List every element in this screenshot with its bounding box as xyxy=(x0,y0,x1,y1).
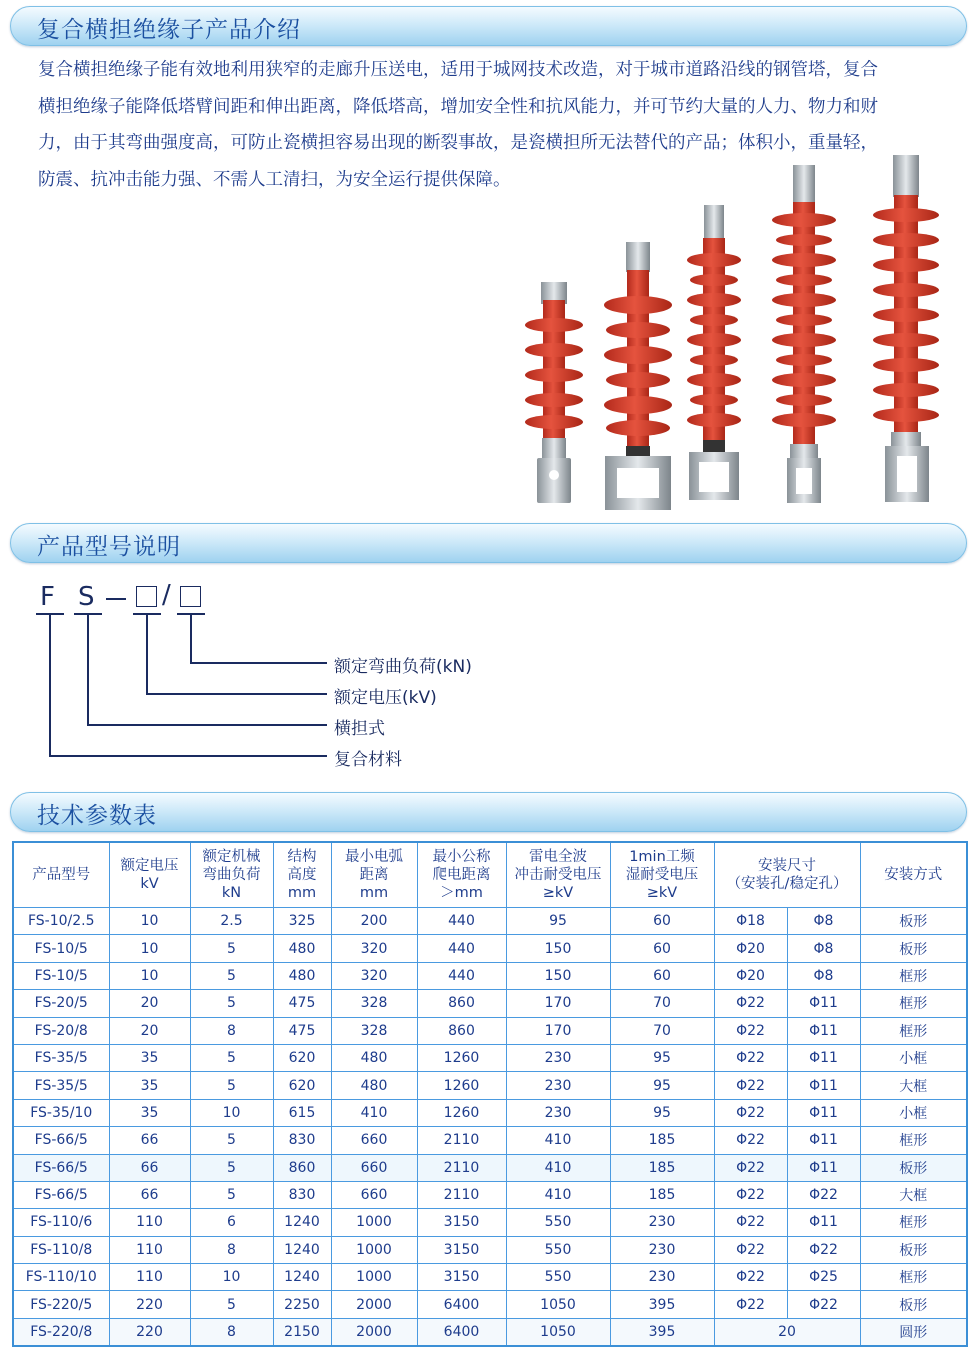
code-dash xyxy=(106,598,126,600)
table-cell: 220 xyxy=(109,1291,190,1318)
table-cell: 35 xyxy=(109,1072,190,1099)
table-cell: 3150 xyxy=(417,1209,506,1236)
column-header-line: mm xyxy=(287,885,317,901)
column-header xyxy=(714,842,860,908)
table-cell: Φ11 xyxy=(787,1209,860,1236)
table-cell: Φ22 xyxy=(714,1181,787,1208)
table-cell: 328 xyxy=(331,990,417,1017)
column-header-line: 结构 xyxy=(287,849,317,865)
table-row xyxy=(13,1236,967,1263)
table-row xyxy=(13,1209,967,1236)
table-row xyxy=(13,1154,967,1181)
intro-line: 横担绝缘子能降低塔臂间距和伸出距离，降低塔高，增加安全性和抗风能力，并可节约大量的人力、物力和财 xyxy=(38,96,878,117)
table-cell: 板形 xyxy=(860,935,967,962)
table-cell: 6 xyxy=(190,1209,273,1236)
table-cell: 440 xyxy=(417,908,506,935)
column-header xyxy=(417,842,506,908)
column-header xyxy=(506,842,610,908)
table-row xyxy=(13,1181,967,1208)
table-cell: 95 xyxy=(506,908,610,935)
legend-composite: 复合材料 xyxy=(334,750,402,770)
table-cell: 95 xyxy=(610,1099,714,1126)
table-row xyxy=(13,1044,967,1071)
table-cell: Φ20 xyxy=(714,935,787,962)
table-cell: 35 xyxy=(109,1044,190,1071)
table-cell: 框形 xyxy=(860,1127,967,1154)
table-cell: 10 xyxy=(109,962,190,989)
legend-load: 额定弯曲负荷(kN) xyxy=(334,657,472,677)
table-cell: 480 xyxy=(273,962,331,989)
table-cell: 1240 xyxy=(273,1264,331,1291)
table-cell: 320 xyxy=(331,935,417,962)
table-cell: 95 xyxy=(610,1072,714,1099)
table-cell: FS-66/5 xyxy=(13,1154,109,1181)
table-cell: 230 xyxy=(506,1099,610,1126)
table-cell: Φ8 xyxy=(787,908,860,935)
table-cell: 6400 xyxy=(417,1318,506,1346)
intro-section-title: 复合横担绝缘子产品介绍 xyxy=(37,17,301,43)
table-row xyxy=(13,935,967,962)
table-cell: 2000 xyxy=(331,1291,417,1318)
column-header-line: 额定电压 xyxy=(120,858,179,874)
code-letter-s: S xyxy=(78,582,95,612)
table-cell: Φ22 xyxy=(714,1044,787,1071)
model-section-banner xyxy=(10,523,967,563)
table-cell: 170 xyxy=(506,990,610,1017)
table-cell: 10 xyxy=(109,935,190,962)
column-header-line: 1min工频 xyxy=(629,849,695,865)
table-cell: 1000 xyxy=(331,1209,417,1236)
table-cell: 230 xyxy=(506,1072,610,1099)
table-cell: 框形 xyxy=(860,962,967,989)
table-cell: 1050 xyxy=(506,1318,610,1346)
table-cell: 框形 xyxy=(860,1264,967,1291)
table-cell: Φ22 xyxy=(714,1236,787,1263)
table-row xyxy=(13,1318,967,1346)
table-cell: 230 xyxy=(506,1044,610,1071)
table-cell: 660 xyxy=(331,1127,417,1154)
table-cell: 830 xyxy=(273,1181,331,1208)
model-section-title: 产品型号说明 xyxy=(37,534,181,560)
table-cell: FS-110/10 xyxy=(13,1264,109,1291)
table-cell: Φ11 xyxy=(787,1099,860,1126)
table-cell: 475 xyxy=(273,1017,331,1044)
table-cell: FS-20/8 xyxy=(13,1017,109,1044)
table-cell: 185 xyxy=(610,1154,714,1181)
table-cell: 3150 xyxy=(417,1236,506,1263)
table-section-title: 技术参数表 xyxy=(37,803,157,829)
table-cell: FS-66/5 xyxy=(13,1127,109,1154)
table-cell: 230 xyxy=(610,1209,714,1236)
table-cell: 10 xyxy=(190,1099,273,1126)
table-cell: 小框 xyxy=(860,1099,967,1126)
column-header xyxy=(190,842,273,908)
table-cell: 185 xyxy=(610,1127,714,1154)
connector-horizontal xyxy=(87,724,327,726)
table-cell: FS-110/8 xyxy=(13,1236,109,1263)
table-cell: FS-10/5 xyxy=(13,935,109,962)
column-header xyxy=(610,842,714,908)
table-cell: Φ22 xyxy=(714,990,787,1017)
table-cell: 410 xyxy=(331,1099,417,1126)
table-cell: 板形 xyxy=(860,908,967,935)
table-cell: 板形 xyxy=(860,1236,967,1263)
table-cell: Φ22 xyxy=(787,1181,860,1208)
table-cell: Φ22 xyxy=(714,1072,787,1099)
column-header-line: ≥kV xyxy=(646,885,678,901)
column-header-line: 距离 xyxy=(359,867,389,883)
table-cell: FS-35/5 xyxy=(13,1044,109,1071)
table-cell: 475 xyxy=(273,990,331,1017)
table-cell: 660 xyxy=(331,1181,417,1208)
code-letter-f: F xyxy=(40,582,55,612)
table-cell: 60 xyxy=(610,935,714,962)
table-cell: 20 xyxy=(714,1318,860,1346)
connector-vertical xyxy=(190,613,192,663)
column-header-line: 最小电弧 xyxy=(345,849,403,865)
table-cell: 10 xyxy=(190,1264,273,1291)
intro-line: 力，由于其弯曲强度高，可防止瓷横担容易出现的断裂事故，是瓷横担所无法替代的产品；体积小，重量轻， xyxy=(38,133,878,153)
table-cell: 20 xyxy=(109,1017,190,1044)
table-cell: 1000 xyxy=(331,1264,417,1291)
table-cell: FS-110/6 xyxy=(13,1209,109,1236)
table-cell: 230 xyxy=(610,1264,714,1291)
table-cell: Φ8 xyxy=(787,962,860,989)
connector-horizontal xyxy=(146,693,327,695)
table-cell: 110 xyxy=(109,1236,190,1263)
table-cell: 860 xyxy=(417,990,506,1017)
table-cell: 框形 xyxy=(860,990,967,1017)
table-cell: 200 xyxy=(331,908,417,935)
table-cell: 小框 xyxy=(860,1044,967,1071)
table-cell: 1260 xyxy=(417,1044,506,1071)
table-cell: 328 xyxy=(331,1017,417,1044)
table-cell: 5 xyxy=(190,1044,273,1071)
legend-voltage: 额定电压(kV) xyxy=(334,688,437,708)
table-cell: 440 xyxy=(417,962,506,989)
table-cell: 66 xyxy=(109,1127,190,1154)
table-row xyxy=(13,1017,967,1044)
table-cell: FS-66/5 xyxy=(13,1181,109,1208)
table-cell: 170 xyxy=(506,1017,610,1044)
header-row xyxy=(13,842,967,908)
connector-vertical xyxy=(49,613,51,756)
table-header xyxy=(13,842,967,908)
column-header-line: 雷电全波 xyxy=(529,849,587,865)
code-slash: / xyxy=(162,580,171,610)
table-cell: 395 xyxy=(610,1318,714,1346)
table-cell: Φ11 xyxy=(787,990,860,1017)
column-header-line: （安装孔/稳定孔） xyxy=(726,876,848,892)
table-cell: 框形 xyxy=(860,1209,967,1236)
table-row xyxy=(13,1264,967,1291)
table-row xyxy=(13,1127,967,1154)
table-cell: 8 xyxy=(190,1236,273,1263)
column-header xyxy=(331,842,417,908)
connector-vertical xyxy=(146,613,148,694)
table-cell: 1000 xyxy=(331,1236,417,1263)
table-cell: 480 xyxy=(273,935,331,962)
table-cell: FS-35/5 xyxy=(13,1072,109,1099)
table-cell: 板形 xyxy=(860,1291,967,1318)
table-cell: 70 xyxy=(610,1017,714,1044)
table-body xyxy=(13,908,967,1347)
table-cell: 860 xyxy=(273,1154,331,1181)
table-cell: 440 xyxy=(417,935,506,962)
table-cell: 2250 xyxy=(273,1291,331,1318)
table-cell: FS-20/5 xyxy=(13,990,109,1017)
parameter-table xyxy=(12,841,968,1347)
table-cell: Φ11 xyxy=(787,1044,860,1071)
column-header-line: mm xyxy=(359,885,389,901)
table-cell: 320 xyxy=(331,962,417,989)
table-cell: 66 xyxy=(109,1181,190,1208)
intro-section-banner xyxy=(10,6,967,46)
table-cell: 615 xyxy=(273,1099,331,1126)
table-cell: Φ8 xyxy=(787,935,860,962)
table-cell: 3150 xyxy=(417,1264,506,1291)
table-cell: Φ22 xyxy=(714,1154,787,1181)
table-cell: Φ22 xyxy=(714,1209,787,1236)
table-cell: 10 xyxy=(109,908,190,935)
table-section-banner xyxy=(10,792,967,832)
table-cell: Φ18 xyxy=(714,908,787,935)
table-row xyxy=(13,990,967,1017)
table-cell: 1240 xyxy=(273,1236,331,1263)
table-cell: Φ11 xyxy=(787,1154,860,1181)
table-cell: 板形 xyxy=(860,1154,967,1181)
table-cell: 220 xyxy=(109,1318,190,1346)
table-cell: 620 xyxy=(273,1072,331,1099)
table-cell: 2110 xyxy=(417,1154,506,1181)
table-cell: Φ22 xyxy=(714,1099,787,1126)
legend-crossarm: 横担式 xyxy=(334,719,385,739)
table-cell: FS-220/8 xyxy=(13,1318,109,1346)
column-header-line: ≥kV xyxy=(542,885,574,901)
table-cell: Φ20 xyxy=(714,962,787,989)
table-cell: 325 xyxy=(273,908,331,935)
table-cell: 1050 xyxy=(506,1291,610,1318)
table-cell: Φ22 xyxy=(714,1264,787,1291)
connector-horizontal xyxy=(190,662,327,664)
table-cell: 5 xyxy=(190,1181,273,1208)
table-cell: FS-35/10 xyxy=(13,1099,109,1126)
table-cell: 5 xyxy=(190,935,273,962)
connector-vertical xyxy=(87,613,89,725)
column-header-line: 最小公称 xyxy=(432,849,491,865)
table-cell: Φ22 xyxy=(787,1236,860,1263)
intro-line: 防震、抗冲击能力强、不需人工清扫，为安全运行提供保障。 xyxy=(38,169,511,190)
column-header-line: 弯曲负荷 xyxy=(202,867,261,883)
table-cell: FS-10/2.5 xyxy=(13,908,109,935)
table-cell: 2.5 xyxy=(190,908,273,935)
column-header-line: 爬电距离 xyxy=(432,867,491,883)
table-cell: 60 xyxy=(610,962,714,989)
table-cell: 大框 xyxy=(860,1072,967,1099)
table-cell: 660 xyxy=(331,1154,417,1181)
code-voltage-box xyxy=(136,586,157,607)
table-cell: 550 xyxy=(506,1236,610,1263)
table-cell: 1240 xyxy=(273,1209,331,1236)
table-cell: Φ11 xyxy=(787,1017,860,1044)
table-cell: 框形 xyxy=(860,1017,967,1044)
table-cell: 1260 xyxy=(417,1072,506,1099)
table-cell: 830 xyxy=(273,1127,331,1154)
table-cell: Φ11 xyxy=(787,1072,860,1099)
column-header-line: 额定机械 xyxy=(202,849,261,865)
table-cell: 2110 xyxy=(417,1127,506,1154)
table-cell: 410 xyxy=(506,1127,610,1154)
intro-line: 复合横担绝缘子能有效地利用狭窄的走廊升压送电，适用于城网技术改造，对于城市道路沿线的钢管塔，复合 xyxy=(38,60,878,80)
table-cell: 480 xyxy=(331,1044,417,1071)
table-cell: 8 xyxy=(190,1318,273,1346)
table-cell: Φ22 xyxy=(714,1017,787,1044)
column-header xyxy=(13,842,109,908)
table-row xyxy=(13,1099,967,1126)
table-cell: 2110 xyxy=(417,1181,506,1208)
table-cell: 1260 xyxy=(417,1099,506,1126)
table-cell: 圆形 xyxy=(860,1318,967,1346)
table-cell: 大框 xyxy=(860,1181,967,1208)
column-header-line: 湿耐受电压 xyxy=(625,867,699,883)
column-header-line: kN xyxy=(221,885,242,901)
table-cell: FS-220/5 xyxy=(13,1291,109,1318)
table-cell: Φ25 xyxy=(787,1264,860,1291)
column-header xyxy=(860,842,967,908)
table-cell: 20 xyxy=(109,990,190,1017)
column-header-line: 高度 xyxy=(287,867,317,883)
table-cell: 110 xyxy=(109,1264,190,1291)
table-row xyxy=(13,1072,967,1099)
table-cell: 150 xyxy=(506,935,610,962)
table-row xyxy=(13,1291,967,1318)
table-cell: 110 xyxy=(109,1209,190,1236)
table-cell: 185 xyxy=(610,1181,714,1208)
insulator-product-photo xyxy=(505,150,975,510)
table-cell: 8 xyxy=(190,1017,273,1044)
table-cell: 5 xyxy=(190,990,273,1017)
table-cell: 70 xyxy=(610,990,714,1017)
table-cell: 35 xyxy=(109,1099,190,1126)
table-cell: 5 xyxy=(190,962,273,989)
table-cell: 860 xyxy=(417,1017,506,1044)
table-cell: 410 xyxy=(506,1154,610,1181)
table-cell: 66 xyxy=(109,1154,190,1181)
column-header xyxy=(273,842,331,908)
table-cell: 150 xyxy=(506,962,610,989)
table-cell: Φ22 xyxy=(714,1127,787,1154)
table-cell: 550 xyxy=(506,1264,610,1291)
table-row xyxy=(13,908,967,935)
connector-horizontal xyxy=(49,755,327,757)
table-cell: Φ22 xyxy=(787,1291,860,1318)
code-load-box xyxy=(180,586,201,607)
table-cell: 5 xyxy=(190,1127,273,1154)
table-cell: FS-10/5 xyxy=(13,962,109,989)
table-cell: 2150 xyxy=(273,1318,331,1346)
column-header xyxy=(109,842,190,908)
table-cell: 550 xyxy=(506,1209,610,1236)
column-header-line: ＞mm xyxy=(440,885,483,901)
table-cell: 60 xyxy=(610,908,714,935)
table-cell: 230 xyxy=(610,1236,714,1263)
table-cell: 410 xyxy=(506,1181,610,1208)
table-cell: 2000 xyxy=(331,1318,417,1346)
table-row xyxy=(13,962,967,989)
table-cell: 5 xyxy=(190,1291,273,1318)
column-header-line: 冲击耐受电压 xyxy=(514,867,602,883)
table-cell: 620 xyxy=(273,1044,331,1071)
table-cell: 480 xyxy=(331,1072,417,1099)
table-cell: 6400 xyxy=(417,1291,506,1318)
table-cell: 395 xyxy=(610,1291,714,1318)
table-cell: 5 xyxy=(190,1154,273,1181)
table-cell: 95 xyxy=(610,1044,714,1071)
column-header-line: 安装方式 xyxy=(884,867,943,883)
table-cell: Φ11 xyxy=(787,1127,860,1154)
column-header-line: 安装尺寸 xyxy=(758,858,816,874)
table-cell: Φ22 xyxy=(714,1291,787,1318)
table-cell: 5 xyxy=(190,1072,273,1099)
column-header-line: 产品型号 xyxy=(32,867,91,883)
column-header-line: kV xyxy=(140,876,159,892)
